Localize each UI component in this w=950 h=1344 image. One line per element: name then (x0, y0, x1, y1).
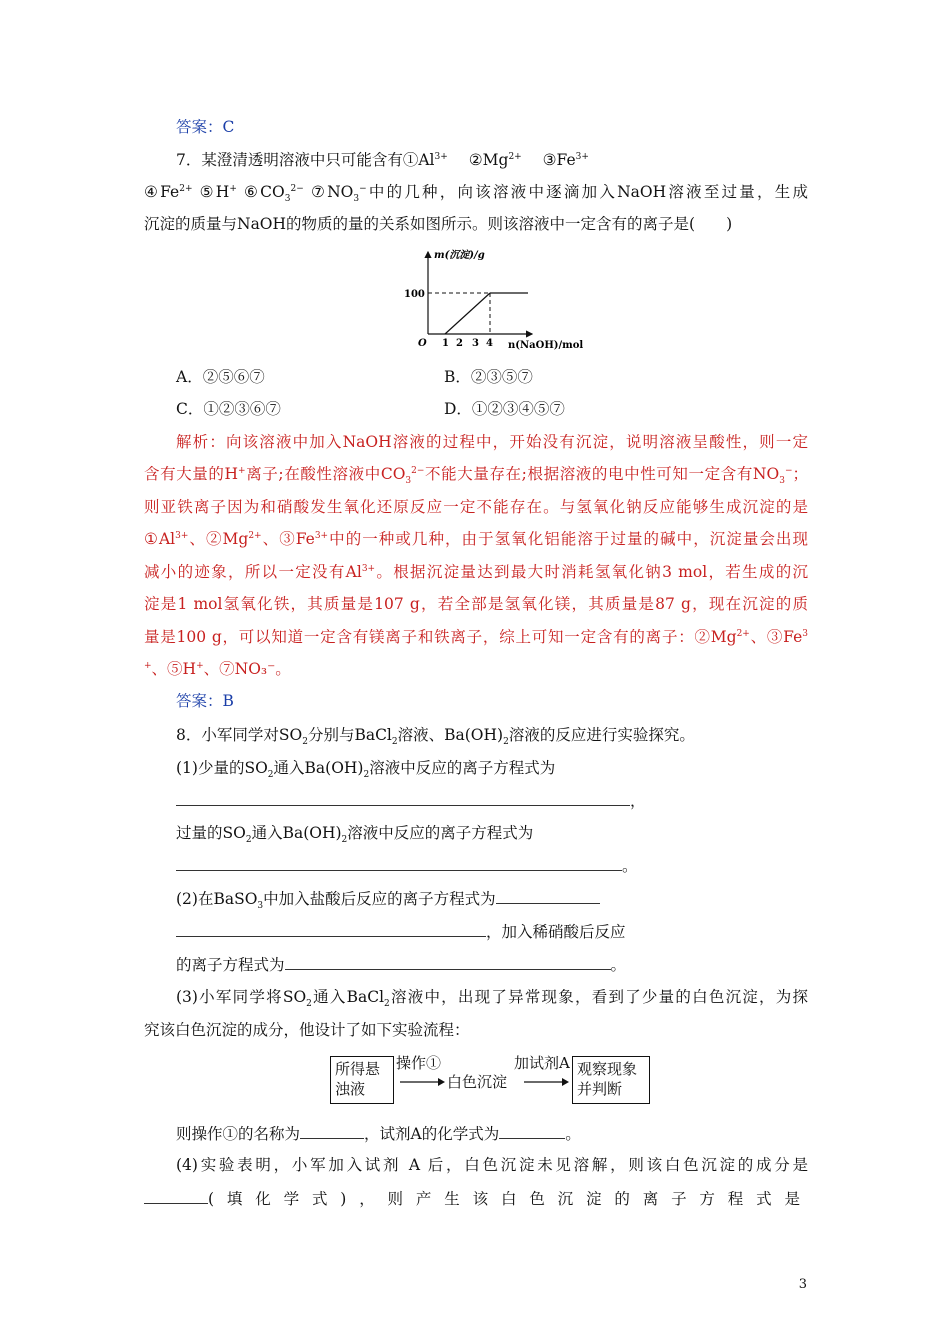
explanation-line-4: $①Al^{3+}$、$②Mg^{2+}$、$③Fe^{3+}$中的一种或几种，由于氢氧化铝能溶于过量的碱中，沉淀量会出现 (144, 530, 808, 548)
origin-label: O (418, 338, 427, 349)
option-a: A．②⑤⑥⑦ (176, 368, 265, 386)
flow-arrow-2 (522, 1076, 572, 1088)
flow-label-operation: 操作① (396, 1054, 442, 1072)
rising-line (445, 293, 490, 334)
question-8-part-3-b: 究该白色沉淀的成分，他设计了如下实验流程： (144, 1021, 470, 1039)
answer-line: 答案：C (176, 118, 235, 136)
answer-blank-5[interactable] (285, 953, 611, 970)
page-number: 3 (798, 1277, 807, 1292)
question-8-part-2-a: (2)在BaSO$_3$中加入盐酸后反应的离子方程式为 (176, 887, 600, 910)
explanation-line-5: 减小的迹象，所以一定没有$Al^{3+}$。根据沉淀量达到最大时消耗氢氧化钠3 mol，若生成的沉 (144, 563, 808, 581)
option-c: C．①②③⑥⑦ (176, 400, 281, 418)
x-axis-label: n(NaOH)/mol (508, 340, 584, 351)
answer-line-7: 答案：B (176, 692, 234, 710)
y-axis-label: m(沉淀)/g (434, 250, 485, 261)
answer-blank-2[interactable]: 。 (176, 854, 638, 877)
question-8-part-4-b: (填化学式)，则产生该白色沉淀的离子方程式是 (144, 1187, 808, 1210)
x-tick-3: 3 (472, 338, 479, 349)
flow-box-suspension: 所得悬 浊液 (330, 1056, 394, 1104)
question-8-stem: 8．小军同学对$SO_2$分别与BaCl$_2$溶液、$Ba(OH)_2$溶液的反应进行实验探究。 (176, 726, 695, 748)
answer-blank-7[interactable] (499, 1122, 565, 1139)
question-7-line-1: 7．某澄清透明溶液中只可能含有$①Al^{3+}$ $②Mg^{2+}$ $③Fe^{3+}$ (176, 151, 589, 169)
question-7-line-2: $④Fe^{2+}$ ⑤H+ $⑥CO_3^{2-}$ $⑦NO_3^-$中的几种，向该溶液中逐滴加入NaOH溶液至过量，生成 (144, 183, 809, 205)
question-8-part-2-c: 的离子方程式为 。 (176, 953, 626, 976)
x-tick-1: 1 (442, 338, 449, 349)
question-8-part-3-c: 则操作①的名称为 ，试剂A的化学式为 。 (176, 1122, 581, 1145)
question-8-part-3-a: (3)小军同学将$SO_2$通入BaCl$_2$溶液中，出现了异常现象，看到了少量的白色沉淀，为探 (176, 988, 808, 1010)
answer-blank-3[interactable] (496, 887, 600, 904)
explanation-line-1: 解析：向该溶液中加入NaOH溶液的过程中，开始没有沉淀，说明溶液呈酸性，则一定 (176, 433, 808, 451)
flow-white-precipitate: 白色沉淀 (447, 1073, 508, 1091)
answer-blank-4[interactable] (176, 920, 486, 937)
question-8-part-2-b: ，加入稀硝酸后反应 (176, 920, 626, 943)
x-tick-4: 4 (486, 338, 493, 349)
flow-box-observe: 观察现象 并判断 (572, 1056, 650, 1104)
question-8-part-1-a: (1)少量的$SO_2$通入$Ba(OH)_2$溶液中反应的离子方程式为 (176, 759, 556, 781)
explanation-line-6: 淀是1 mol氢氧化铁，其质量是107 g，若全部是氢氧化镁，其质量是87 g，现在沉淀的质 (144, 595, 808, 613)
explanation-line-7: 量是100 g，可以知道一定含有镁离子和铁离子，综上可知一定含有的离子：$②Mg^{2+}$、③Fe$^3$ (144, 628, 808, 646)
explanation-line-3: 则亚铁离子因为和硝酸发生氧化还原反应一定不能存在。与氢氧化钠反应能够生成沉淀的是 (144, 498, 808, 516)
answer-blank-8[interactable] (144, 1187, 208, 1204)
answer-blank-1[interactable]: ， (176, 789, 646, 812)
option-d: D．①②③④⑤⑦ (444, 400, 565, 418)
answer-blank-6[interactable] (300, 1122, 364, 1139)
flow-arrow-1 (398, 1076, 448, 1088)
question-8-part-4-a: (4)实验表明，小军加入试剂 A 后，白色沉淀未见溶解，则该白色沉淀的成分是 (176, 1156, 808, 1174)
question-7-line-3: 沉淀的质量与NaOH的物质的量的关系如图所示。则该溶液中一定含有的离子是( ) (144, 215, 733, 233)
x-tick-2: 2 (456, 338, 463, 349)
explanation-line-8: +、⑤H+、⑦NO₃⁻。 (144, 660, 291, 678)
question-8-part-1-b: 过量的$SO_2$通入$Ba(OH)_2$溶液中反应的离子方程式为 (176, 824, 534, 846)
precipitate-graph (400, 246, 590, 354)
flow-label-reagent: 加试剂A (514, 1054, 570, 1072)
explanation-line-2: 含有大量的H+离子;在酸性溶液中$CO_3^{2-}$不能大量存在;根据溶液的电中性可知一定含有$NO_3^-$； (144, 465, 808, 487)
y-tick-100: 100 (404, 289, 425, 300)
option-b: B．②③⑤⑦ (444, 368, 533, 386)
